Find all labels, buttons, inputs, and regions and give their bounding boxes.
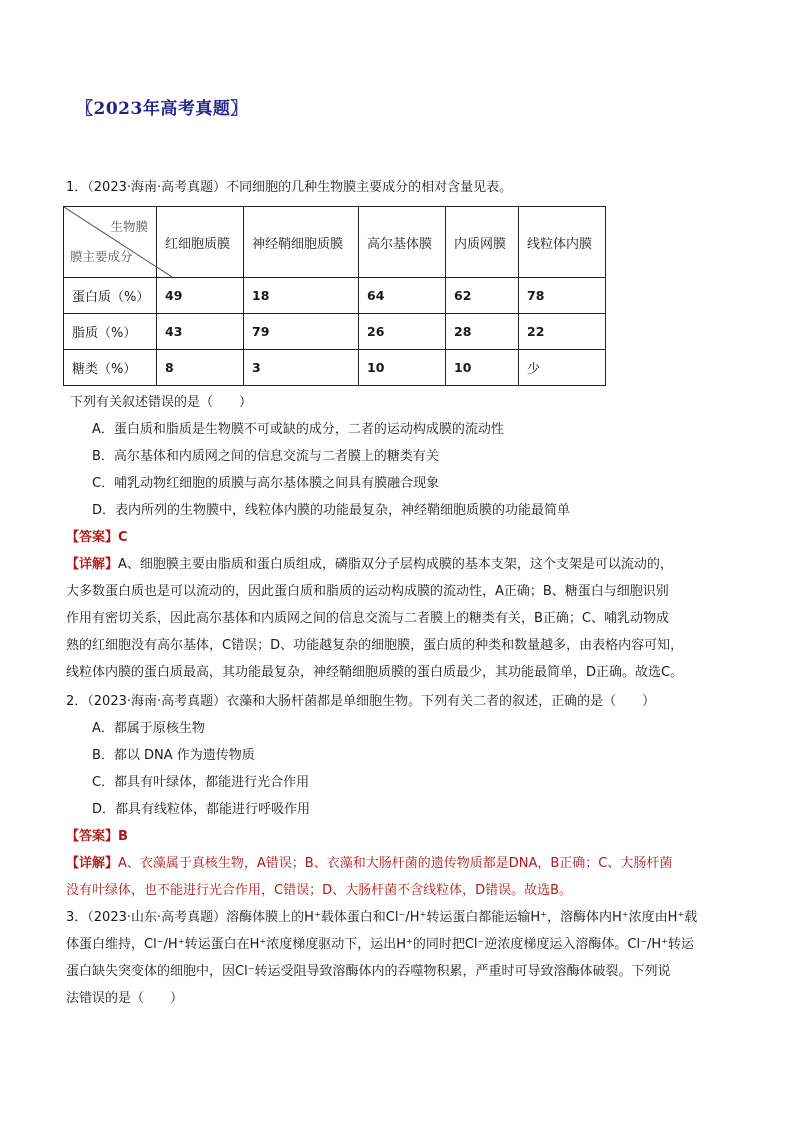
- corner-bottom-label: 膜主要成分: [70, 249, 133, 264]
- detail-label: 【详解】: [66, 856, 119, 871]
- table-row: [64, 278, 606, 314]
- question-1-prompt: 下列有关叙述错误的是（ ）: [70, 395, 253, 410]
- membrane-composition-table: [63, 206, 606, 386]
- column-header: 高尔基体膜: [359, 207, 446, 278]
- column-header: 神经鞘细胞质膜: [244, 207, 359, 278]
- answer-label: 【答案】: [66, 829, 119, 844]
- table-cell: 28: [446, 314, 519, 350]
- table-cell: 64: [359, 278, 446, 314]
- question-1-stem: 1．（2023·海南·高考真题）不同细胞的几种生物膜主要成分的相对含量见表。: [66, 180, 513, 195]
- option-b: B．都以 DNA 作为遗传物质: [92, 748, 255, 763]
- column-header: 内质网膜: [446, 207, 519, 278]
- stem-line: 3．（2023·山东·高考真题）溶酶体膜上的H⁺载体蛋白和Cl⁻/H⁺转运蛋白都能运输H⁺，溶酶体内H⁺浓度由H⁺载: [66, 910, 698, 925]
- table-cell: 49: [157, 278, 244, 314]
- row-label: 蛋白质（%）: [64, 278, 157, 314]
- option-b: B．高尔基体和内质网之间的信息交流与二者膜上的糖类有关: [92, 449, 439, 464]
- detail-line: 线粒体内膜的蛋白质最高，其功能最复杂，神经鞘细胞质膜的蛋白质最少，其功能最简单，D正确。故选C。: [66, 665, 684, 680]
- option-c: C．哺乳动物红细胞的质膜与高尔基体膜之间具有膜融合现象: [92, 476, 440, 491]
- detail-line: 熟的红细胞没有高尔基体，C错误；D、功能越复杂的细胞膜，蛋白质的种类和数量越多，由表格内容可知，: [66, 638, 684, 653]
- table-row: [64, 350, 606, 386]
- table-cell: 3: [244, 350, 359, 386]
- table-cell: 78: [519, 278, 606, 314]
- stem-line: 体蛋白维持，Cl⁻/H⁺转运蛋白在H⁺浓度梯度驱动下，运出H⁺的同时把Cl⁻逆浓度梯度运入溶酶体。Cl⁻/H⁺转运: [66, 937, 694, 952]
- option-a: A．蛋白质和脂质是生物膜不可或缺的成分，二者的运动构成膜的流动性: [92, 422, 504, 437]
- answer-2: [66, 823, 128, 850]
- detail-line: 【详解】A、衣藻属于真核生物，A错误；B、衣藻和大肠杆菌的遗传物质都是DNA，B正确；C、大肠杆菌: [66, 856, 673, 871]
- table-cell: 79: [244, 314, 359, 350]
- detail-label: 【详解】: [66, 557, 119, 572]
- option-c: C．都具有叶绿体，都能进行光合作用: [92, 775, 310, 790]
- table-cell: 62: [446, 278, 519, 314]
- column-header: 红细胞质膜: [157, 207, 244, 278]
- answer-value: B: [118, 829, 128, 844]
- detail-2: [66, 850, 732, 904]
- table-cell: 26: [359, 314, 446, 350]
- detail-1: [66, 551, 732, 686]
- column-header: 线粒体内膜: [519, 207, 606, 278]
- detail-line: 大多数蛋白质也是可以流动的，因此蛋白质和脂质的运动构成膜的流动性，A正确；B、糖蛋白与细胞识别: [66, 584, 669, 599]
- table-cell: 10: [359, 350, 446, 386]
- table-cell: 8: [157, 350, 244, 386]
- table-corner-cell: [64, 207, 157, 278]
- detail-line: 作用有密切关系，因此高尔基体和内质网之间的信息交流与二者膜上的糖类有关，B正确；C、哺乳动物成: [66, 611, 669, 626]
- stem-line: 法错误的是（ ）: [66, 991, 184, 1006]
- table-cell: 少: [519, 350, 606, 386]
- table-cell: 10: [446, 350, 519, 386]
- row-label: 脂质（%）: [64, 314, 157, 350]
- detail-line: 没有叶绿体，也不能进行光合作用，C错误；D、大肠杆菌不含线粒体，D错误。故选B。: [66, 883, 573, 898]
- option-a: A．都属于原核生物: [92, 721, 205, 736]
- stem-line: 蛋白缺失突变体的细胞中，因Cl⁻转运受阻导致溶酶体内的吞噬物积累，严重时可导致溶酶体破裂。下列说: [66, 964, 671, 979]
- table-cell: 43: [157, 314, 244, 350]
- question-3-stem: [66, 904, 732, 1012]
- table-cell: 18: [244, 278, 359, 314]
- section-title: 〖2023年高考真题〗: [76, 99, 248, 119]
- table-row: [64, 314, 606, 350]
- option-d: D．都具有线粒体，都能进行呼吸作用: [92, 802, 311, 817]
- option-d: D．表内所列的生物膜中，线粒体内膜的功能最复杂，神经鞘细胞质膜的功能最简单: [92, 503, 571, 518]
- table-cell: 22: [519, 314, 606, 350]
- answer-label: 【答案】: [66, 530, 119, 545]
- detail-line: 【详解】A、细胞膜主要由脂质和蛋白质组成，磷脂双分子层构成膜的基本支架，这个支架是可以流动的，: [66, 557, 673, 572]
- row-label: 糖类（%）: [64, 350, 157, 386]
- question-2-stem: 2．（2023·海南·高考真题）衣藻和大肠杆菌都是单细胞生物。下列有关二者的叙述，正确的是（ ）: [66, 694, 656, 709]
- answer-value: C: [118, 530, 128, 545]
- answer-1: [66, 524, 128, 551]
- corner-top-label: 生物膜: [110, 219, 148, 234]
